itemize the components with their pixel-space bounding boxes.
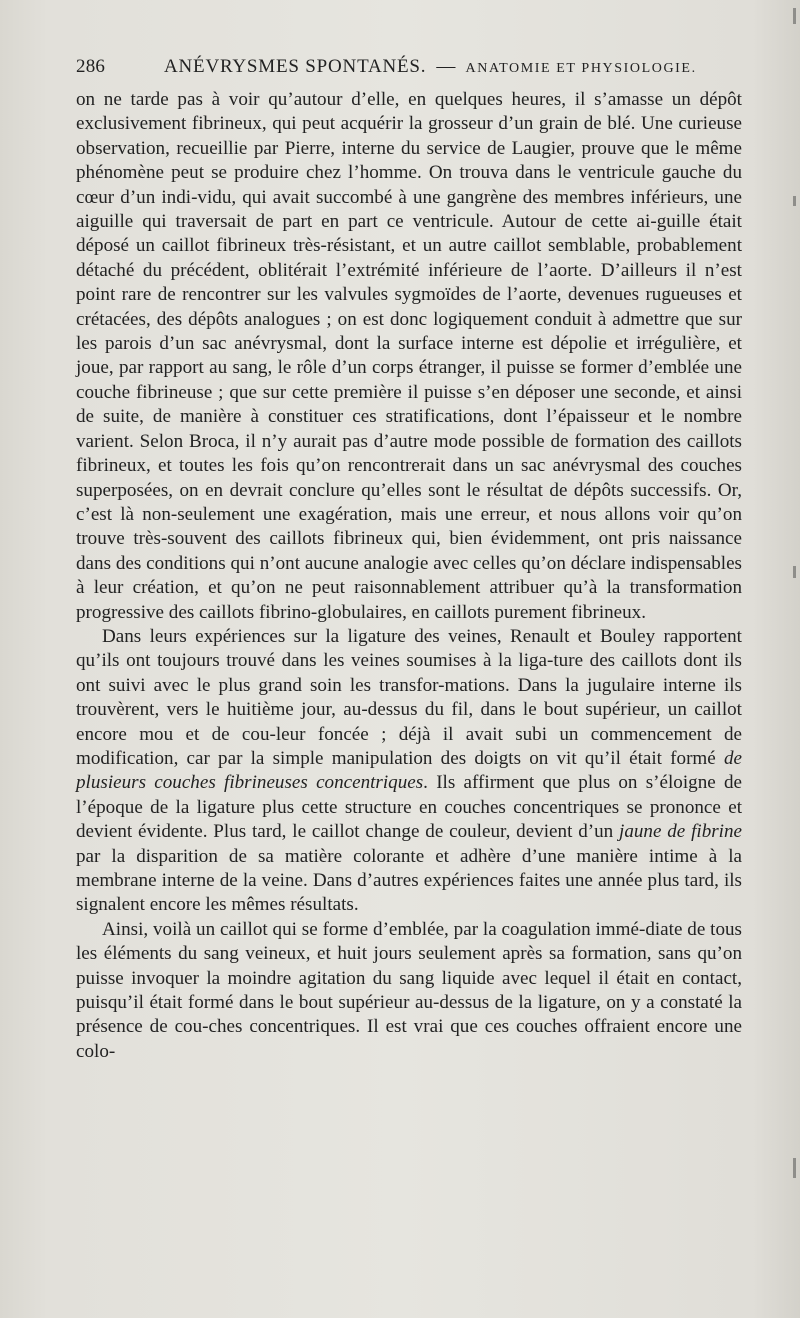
running-subtitle: ANATOMIE ET PHYSIOLOGIE. xyxy=(465,61,697,76)
header-dash: — xyxy=(436,56,456,77)
italic-text: de plusieurs couches fibrineuses concentriques xyxy=(76,747,742,794)
text-run: Ainsi, voilà un caillot qui se forme d’emblée, par la coagulation immé-diate de tous les éléments du sang veineux, et huit jours seulement après sa formation, sans qu’on puisse invoquer la moindre agitation du sang liquide avec lequel il était en contact, puisqu’il était formé dans le bout supérieur au-dessus de la ligature, on y a constaté la présence de cou-ches concentriques. Il est vrai que ces couches offraient encore une colo- xyxy=(76,918,742,1062)
page-edge-mark xyxy=(793,1158,796,1178)
page-number: 286 xyxy=(76,56,106,77)
running-header xyxy=(76,56,742,84)
paragraph xyxy=(76,625,742,918)
page-edge-mark xyxy=(793,566,796,578)
paragraph xyxy=(76,88,742,625)
text-run: on ne tarde pas à voir qu’autour d’elle, en quelques heures, il s’amasse un dépôt exclusivement fibrineux, qui peut acquérir la grosseur d’un grain de blé. Une curieuse observation, recueillie par Pierre, interne du service de Laugier, prouve que le même phénomène peut se produire chez l’homme. On trouva dans le ventricule gauche du cœur d’un indi-vidu, qui avait succombé à une gangrène des membres inférieurs, une aiguille qui traversait de part en part ce ventricule. Autour de cette ai-guille était déposé un caillot fibrineux très-résistant, et un autre caillot semblable, probablement détaché du précédent, oblitérait l’extrémité inférieure de l’aorte. D’ailleurs il n’est point rare de rencontrer sur les valvules sygmoïdes de l’aorte, devenues rugueuses et crétacées, des dépôts analogues ; on est donc logiquement conduit à admettre que sur les parois d’un sac anévrysmal, dont la surface interne est dépolie et irrégulière, et joue, par rapport au sang, le rôle d’un corps étranger, il puisse se former d’emblée une couche fibrineuse ; que sur cette première il puisse s’en déposer une seconde, et ainsi de suite, de manière à constituer ces stratifications, dont l’épaisseur et le nombre varient. Selon Broca, il n’y aurait pas d’autre mode possible de formation des caillots fibrineux, et toutes les fois qu’on rencontrerait dans un sac anévrysmal des couches superposées, on en devrait conclure qu’elles sont le résultat de dépôts successifs. Or, c’est là non-seulement une exagération, mais une erreur, et nous allons voir qu’on trouve très-souvent des caillots fibrineux qui, bien évidemment, ont pris naissance dans des conditions qui n’ont aucune analogie avec celles qu’on déclare indispensables à leur création, et qu’on ne peut raisonnablement attribuer qu’à la transformation progressive des caillots fibrino-globulaires, en caillots purement fibrineux. xyxy=(76,89,742,623)
body-text xyxy=(76,88,742,1064)
page-edge-mark xyxy=(793,196,796,206)
page-edge-mark xyxy=(793,8,796,24)
text-run: Dans leurs expériences sur la ligature des veines, Renault et Bouley rapportent qu’ils ont toujours trouvé dans les veines soumises à la liga-ture des caillots dont ils ont suivi avec le plus grand soin les transfor-mations. Dans la jugulaire interne ils trouvèrent, vers le huitième jour, au-dessus du fil, dans le bout supérieur, un caillot encore mou et de cou-leur foncée ; déjà il avait subi un commencement de modification, car par la simple manipulation des doigts on vit qu’il était formé xyxy=(76,625,742,769)
text-run: par la disparition de sa matière colorante et adhère d’une manière intime à la membrane interne de la veine. Dans d’autres expériences faites une année plus tard, ils signalent encore les mêmes résultats. xyxy=(76,845,742,916)
running-title: ANÉVRYSMES SPONTANÉS. xyxy=(164,56,427,77)
text-run: . Ils affirment que plus on s’éloigne de l’époque de la ligature plus cette structure en couches concentriques se prononce et devient évidente. Plus tard, le caillot change de couleur, devient d’un xyxy=(76,772,742,843)
italic-text: jaune de fibrine xyxy=(619,821,742,843)
paragraph xyxy=(76,918,742,1064)
